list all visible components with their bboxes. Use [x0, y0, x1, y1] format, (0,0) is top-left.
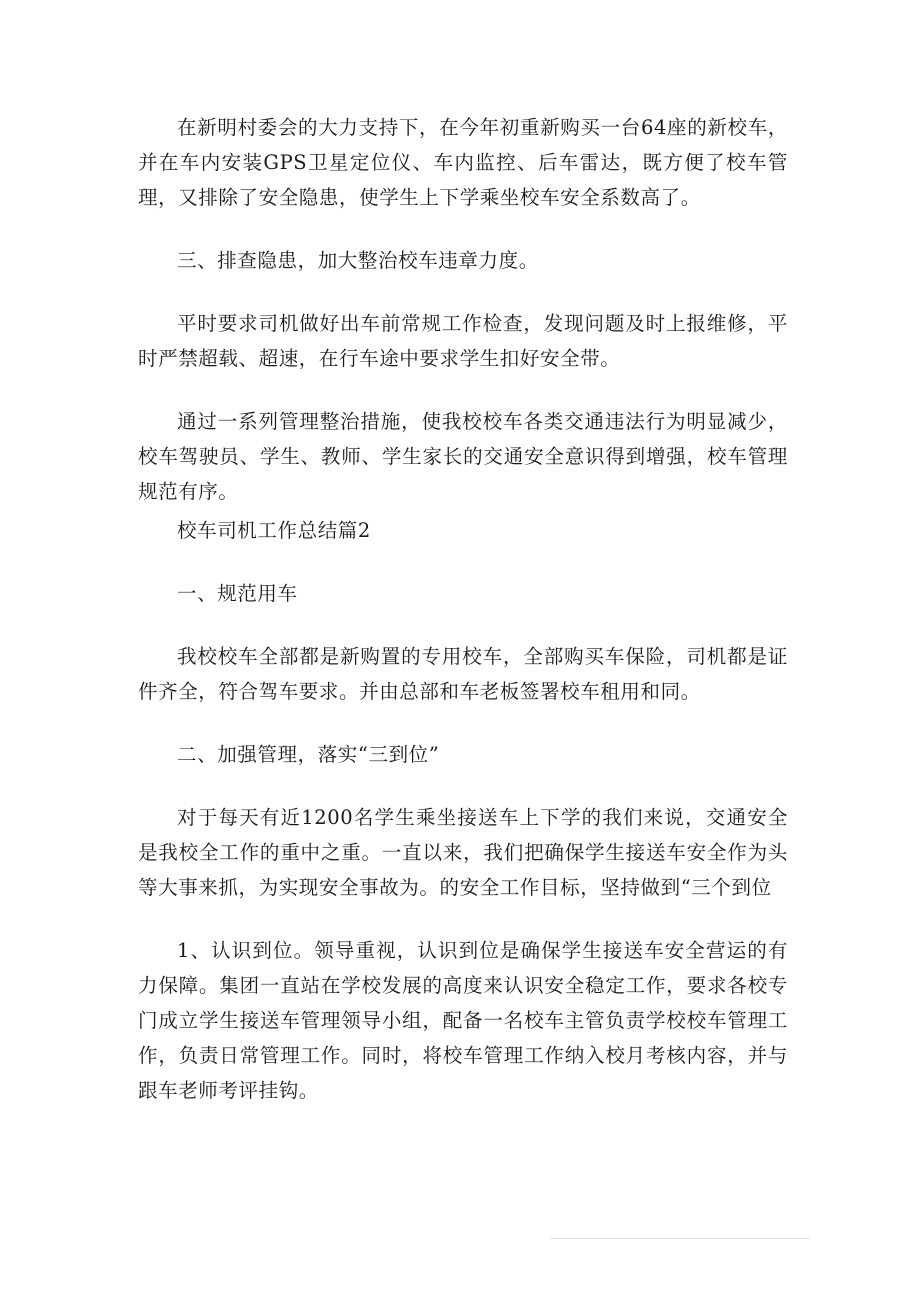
paragraph-new-school-bus: 在新明村委会的大力支持下，在今年初重新购买一台64座的新校车，并在车内安装GPS卫星定位仪、车内监控、后车雷达，既方便了校车管理，又排除了安全隐患，使学生上下学乘坐校车安全系数高了。	[138, 116, 788, 209]
article-title-part-2: 校车司机工作总结篇2	[177, 519, 371, 542]
paragraph-traffic-safety: 对于每天有近1200名学生乘坐接送车上下学的我们来说，交通安全是我校全工作的重中之重。一直以来，我们把确保学生接送车安全作为头等大事来抓，为实现安全事故为。的安全工作目标，坚持做到“三个到位	[138, 806, 788, 899]
paragraph-management-results: 通过一系列管理整治措施，使我校校车各类交通违法行为明显减少，校车驾驶员、学生、教师、学生家长的交通安全意识得到增强，校车管理规范有序。	[138, 410, 788, 503]
paragraph-new-vehicles: 我校校车全部都是新购置的专用校车，全部购买车保险，司机都是证件齐全，符合驾车要求。并由总部和车老板签署校车租用和同。	[138, 645, 788, 703]
section-heading-strengthen-management: 二、加强管理，落实“三到位”	[177, 743, 440, 766]
footer-divider	[550, 1238, 810, 1239]
paragraph-driver-checks: 平时要求司机做好出车前常规工作检查，发现问题及时上报维修，平时严禁超载、超速，在行车途中要求学生扣好安全带。	[138, 312, 788, 370]
section-heading-hazard-check: 三、排查隐患，加大整治校车违章力度。	[177, 249, 539, 272]
section-heading-standard-use: 一、规范用车	[177, 582, 298, 605]
paragraph-awareness-in-place: 1、认识到位。领导重视，认识到位是确保学生接送车安全营运的有力保障。集团一直站在学校发展的高度来认识安全稳定工作，要求各校专门成立学生接送车管理领导小组，配备一名校车主管负责学校校车管理工作，负责日常管理工作。同时，将校车管理工作纳入校月考核内容，并与跟车老师考评挂钩。	[138, 939, 788, 1102]
document-body	[138, 110, 788, 1108]
